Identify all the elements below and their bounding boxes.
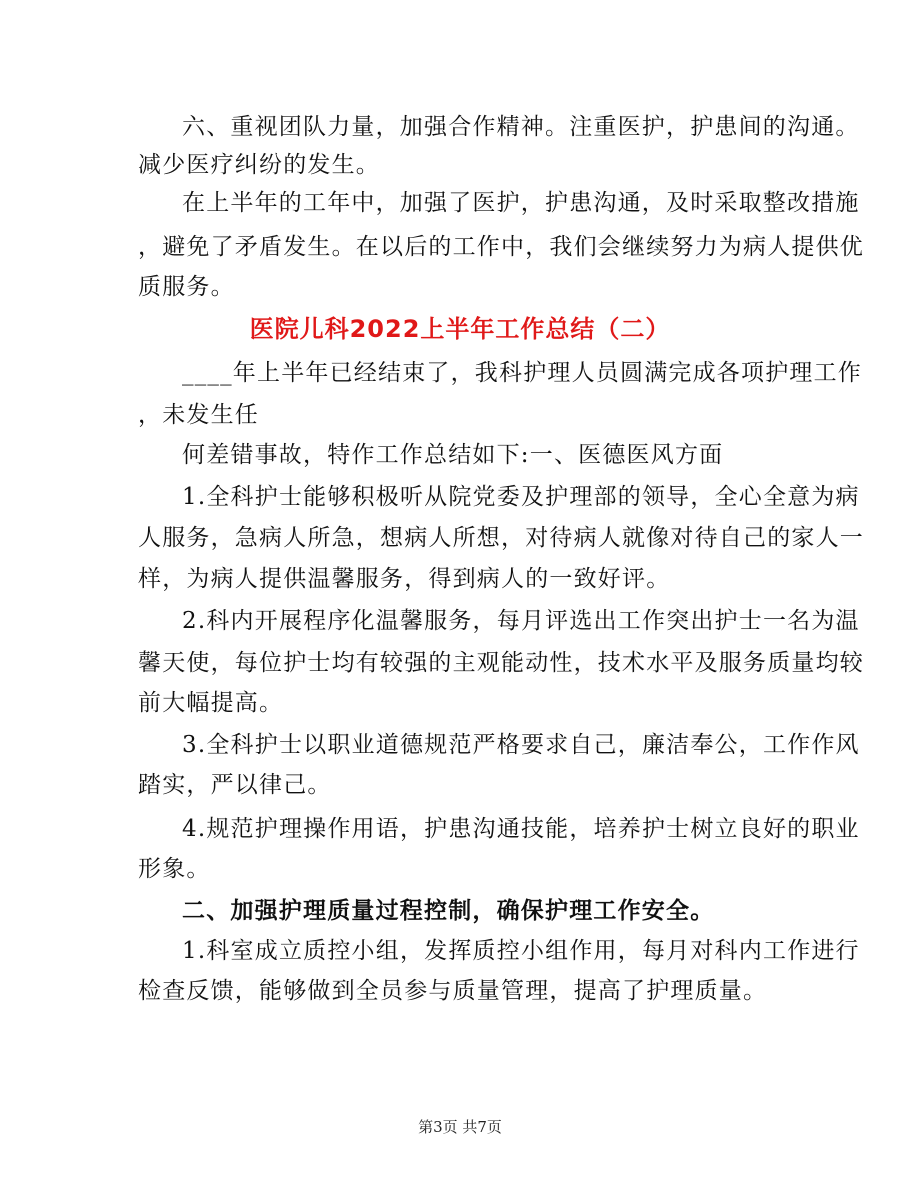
paragraph-line: ____年上半年已经结束了，我科护理人员圆满完成各项护理工作: [182, 360, 862, 386]
paragraph-line: 质服务。: [138, 274, 235, 300]
paragraph-line: 4.规范护理操作用语，护患沟通技能，培养护士树立良好的职业: [182, 816, 860, 842]
paragraph-line: 馨天使，每位护士均有较强的主观能动性，技术水平及服务质量均较: [138, 650, 864, 676]
paragraph-line: 踏实，严以律己。: [138, 772, 332, 798]
paragraph-line: 六、重视团队力量，加强合作精神。注重医护，护患间的沟通。: [182, 114, 860, 140]
paragraph-line: 何差错事故，特作工作总结如下:一、医德医风方面: [182, 442, 724, 468]
section-heading: 二、加强护理质量过程控制，确保护理工作安全。: [182, 897, 715, 924]
paragraph-line: 3.全科护士以职业道德规范严格要求自己，廉洁奉公，工作作风: [182, 732, 860, 758]
section-title: 医院儿科2022上半年工作总结（二）: [249, 315, 671, 343]
paragraph-line: 2.科内开展程序化温馨服务，每月评选出工作突出护士一名为温: [182, 608, 860, 634]
paragraph-line: 检查反馈，能够做到全员参与质量管理，提高了护理质量。: [138, 978, 768, 1004]
paragraph-line: 人服务，急病人所急，想病人所想，对待病人就像对待自己的家人一: [138, 525, 864, 551]
paragraph-line: 样，为病人提供温馨服务，得到病人的一致好评。: [138, 566, 671, 592]
paragraph-line: 1.科室成立质控小组，发挥质控小组作用，每月对科内工作进行: [182, 938, 860, 964]
paragraph-line: 前大幅提高。: [138, 690, 284, 716]
paragraph-line: 在上半年的工年中，加强了医护，护患沟通，及时采取整改措施: [182, 190, 860, 216]
paragraph-line: 形象。: [138, 856, 211, 882]
paragraph-line: 1.全科护士能够积极听从院党委及护理部的领导，全心全意为病: [182, 484, 860, 510]
paragraph-line: ，避免了矛盾发生。在以后的工作中，我们会继续努力为病人提供优: [138, 234, 864, 260]
page-number: 第3页 共7页: [418, 1118, 502, 1136]
paragraph-line: ，未发生任: [138, 402, 259, 428]
paragraph-line: 减少医疗纠纷的发生。: [138, 152, 380, 178]
